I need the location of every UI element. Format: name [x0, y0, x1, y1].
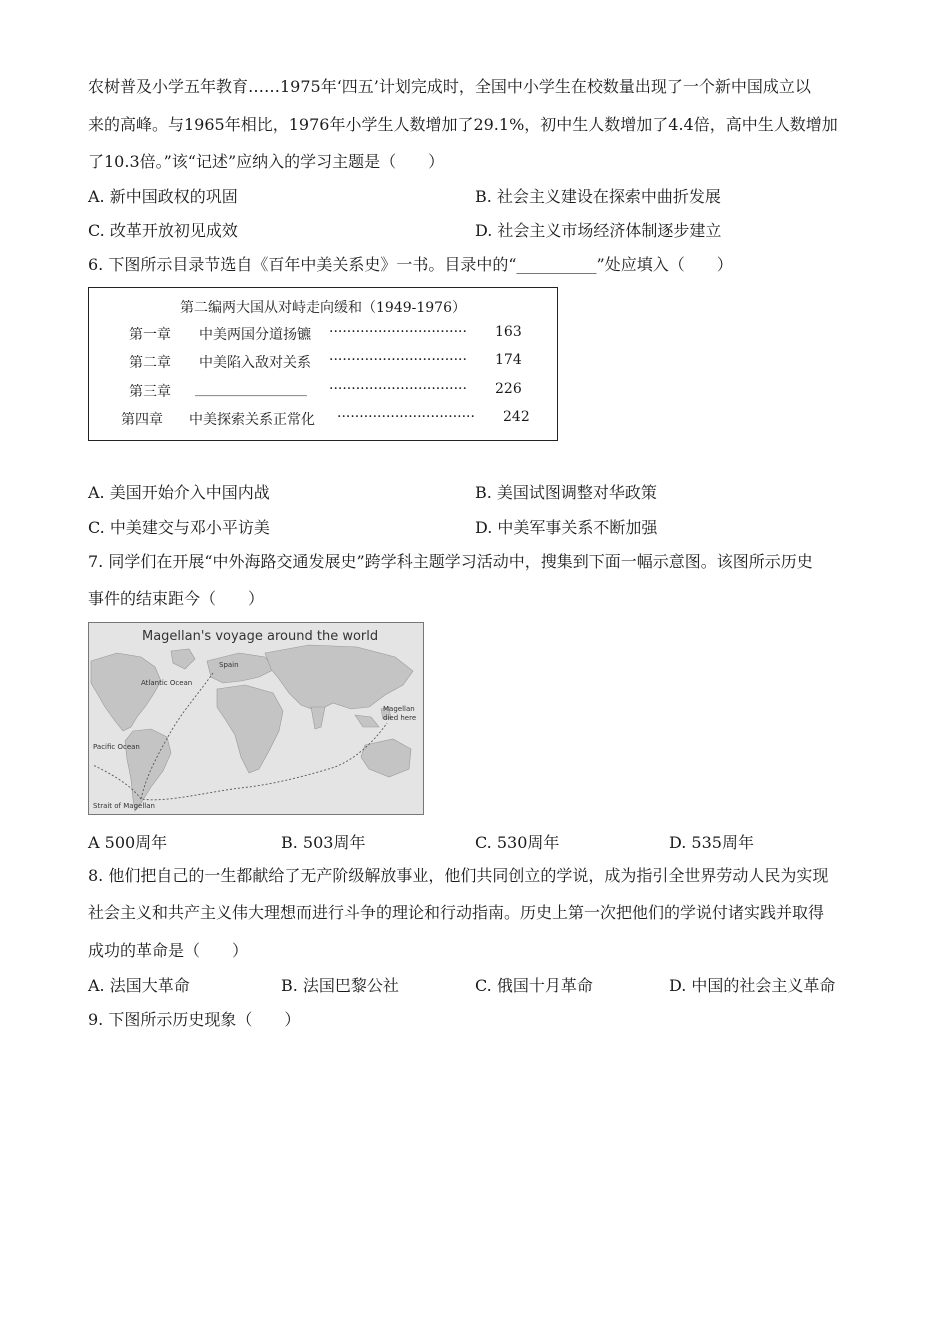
q8-option-b[interactable]: B. 法国巴黎公社	[281, 976, 399, 995]
q8-stem-line-3: 成功的革命是（ ）	[88, 941, 249, 960]
q8-option-d[interactable]: D. 中国的社会主义革命	[669, 976, 836, 995]
toc-page-number: 174	[495, 352, 522, 368]
toc-chapter-title: 中美陷入敌对关系	[199, 355, 311, 371]
toc-leader-dots: ·······························	[329, 324, 467, 340]
toc-title: 第二编两大国从对峙走向缓和（1949-1976）	[180, 300, 466, 316]
toc-chapter-label: 第四章	[121, 412, 163, 428]
map-title: Magellan's voyage around the world	[142, 629, 379, 644]
toc-page-number: 226	[495, 381, 522, 397]
q5-option-a[interactable]: A. 新中国政权的巩固	[88, 187, 238, 206]
map-label-magellan: Magellan	[383, 705, 415, 713]
magellan-voyage-map	[88, 622, 424, 815]
q7-option-c[interactable]: C. 530周年	[475, 833, 560, 852]
toc-leader-dots: ·······························	[337, 409, 475, 425]
map-label-spain: Spain	[219, 661, 239, 669]
toc-leader-dots: ·······························	[329, 352, 467, 368]
q8-option-a[interactable]: A. 法国大革命	[88, 976, 190, 995]
q7-option-d[interactable]: D. 535周年	[669, 833, 754, 852]
q7-stem-line-1: 7. 同学们在开展“中外海路交通发展史”跨学科主题学习活动中，搜集到下面一幅示意图。该图所示历史	[88, 552, 813, 571]
toc-chapter-label: 第二章	[129, 355, 171, 371]
q5-option-d[interactable]: D. 社会主义市场经济体制逐步建立	[475, 221, 722, 240]
q8-stem-line-1: 8. 他们把自己的一生都献给了无产阶级解放事业，他们共同创立的学说，成为指引全世界劳动人民为实现	[88, 866, 829, 885]
q7-stem-line-2: 事件的结束距今（ ）	[88, 589, 265, 608]
q8-option-c[interactable]: C. 俄国十月革命	[475, 976, 593, 995]
q6-option-c[interactable]: C. 中美建交与邓小平访美	[88, 518, 270, 537]
world-map-graphic	[89, 623, 424, 815]
q6-option-d[interactable]: D. 中美军事关系不断加强	[475, 518, 658, 537]
toc-chapter-label: 第一章	[129, 327, 171, 343]
q6-option-a[interactable]: A. 美国开始介入中国内战	[88, 483, 270, 502]
toc-page-number: 163	[495, 324, 522, 340]
map-label-strait: Strait of Magellan	[93, 802, 155, 810]
q5-stem-line-2: 来的高峰。与1965年相比，1976年小学生人数增加了29.1%，初中生人数增加了4.4倍，高中生人数增加	[88, 115, 838, 134]
q7-option-a[interactable]: A 500周年	[88, 833, 168, 852]
toc-blank: ________________	[195, 381, 307, 397]
toc-chapter-title: 中美探索关系正常化	[189, 412, 315, 428]
map-label-died-here: died here	[383, 714, 417, 722]
q8-stem-line-2: 社会主义和共产主义伟大理想而进行斗争的理论和行动指南。历史上第一次把他们的学说付诸实践并取得	[88, 903, 825, 922]
q5-stem-line-3: 了10.3倍。”该“记述”应纳入的学习主题是（ ）	[88, 152, 445, 171]
q9-stem: 9. 下图所示历史现象（ ）	[88, 1010, 301, 1029]
toc-chapter-title: 中美两国分道扬镳	[199, 327, 311, 343]
q6-option-b[interactable]: B. 美国试图调整对华政策	[475, 483, 657, 502]
q6-stem: 6. 下图所示目录节选自《百年中美关系史》一书。目录中的“__________”处应填入（ ）	[88, 255, 733, 274]
q7-option-b[interactable]: B. 503周年	[281, 833, 366, 852]
toc-chapter-label: 第三章	[129, 384, 171, 400]
toc-page-number: 242	[503, 409, 530, 425]
map-label-pacific: Pacific Ocean	[93, 743, 140, 751]
map-label-atlantic: Atlantic Ocean	[141, 679, 193, 687]
q5-option-c[interactable]: C. 改革开放初见成效	[88, 221, 238, 240]
toc-leader-dots: ·······························	[329, 381, 467, 397]
table-of-contents	[88, 287, 558, 441]
q5-stem-line-1: 农树普及小学五年教育……1975年‘四五’计划完成时，全国中小学生在校数量出现了一个新中国成立以	[88, 77, 811, 96]
q5-option-b[interactable]: B. 社会主义建设在探索中曲折发展	[475, 187, 721, 206]
